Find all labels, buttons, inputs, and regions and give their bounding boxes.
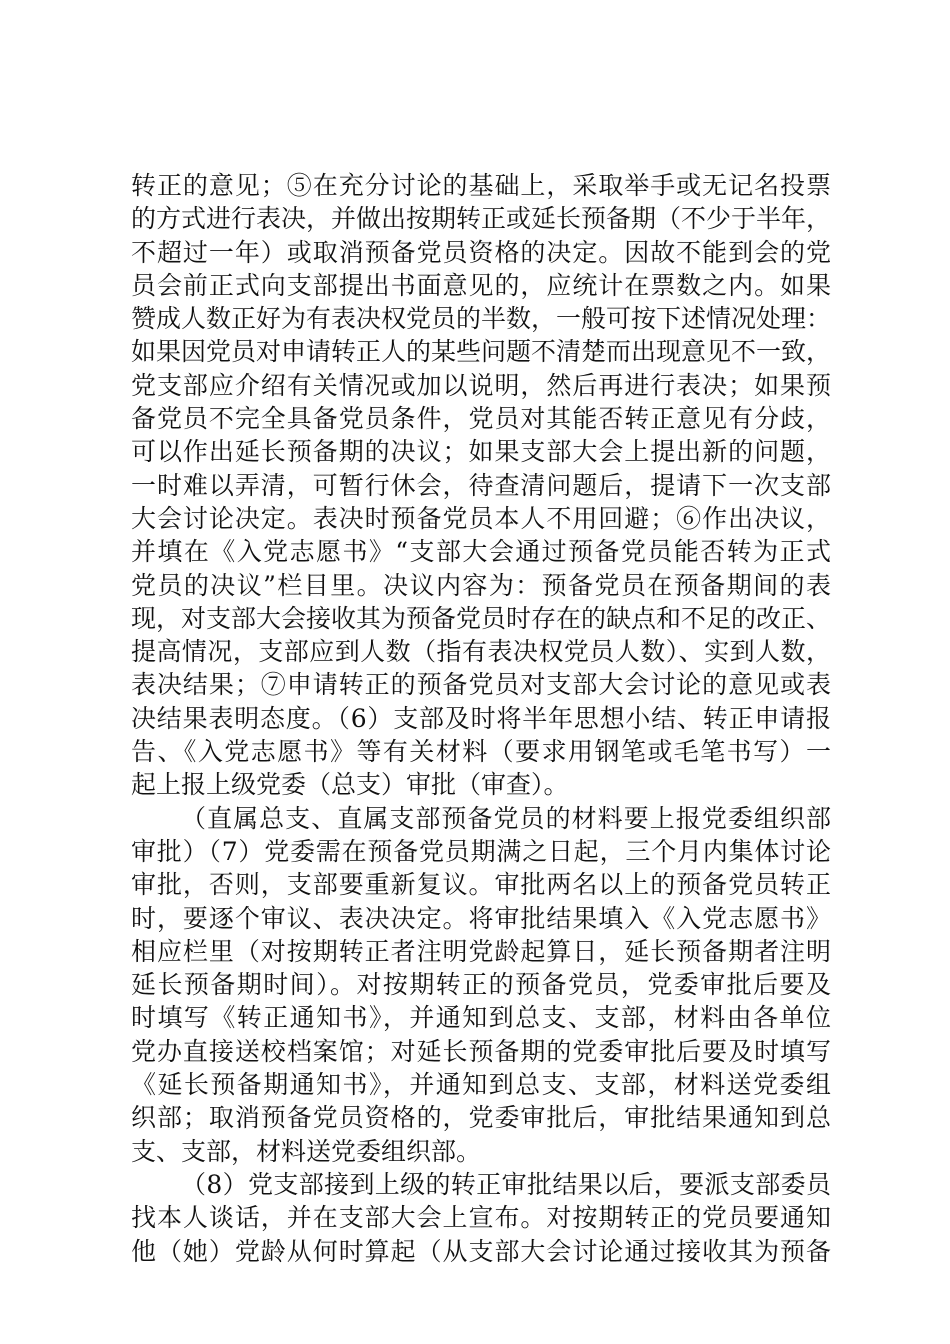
text-line: 审批，否则，支部要重新复议。审批两名以上的预备党员转正	[131, 870, 831, 900]
text-line: 备党员不完全具备党员条件，党员对其能否转正意见有分歧，	[131, 404, 831, 434]
text-line: 他（她）党龄从何时算起（从支部大会讨论通过接收其为预备	[131, 1236, 831, 1266]
text-line: 并填在《入党志愿书》“支部大会通过预备党员能否转为正式	[131, 537, 831, 567]
text-line: 延长预备期时间）。对按期转正的预备党员，党委审批后要及	[131, 970, 831, 1000]
text-line: 转正的意见；⑤在充分讨论的基础上，采取举手或无记名投票	[131, 171, 831, 200]
text-line: 《延长预备期通知书》，并通知到总支、支部，材料送党委组	[131, 1070, 831, 1100]
text-line: 现，对支部大会接收其为预备党员时存在的缺点和不足的改正、	[131, 603, 832, 633]
text-line: 员会前正式向支部提出书面意见的，应统计在票数之内。如果	[131, 270, 831, 300]
text-line: 表决结果；⑦申请转正的预备党员对支部大会讨论的意见或表	[131, 670, 831, 700]
text-line: 一时难以弄清，可暂行休会，待查清问题后，提请下一次支部	[131, 470, 831, 500]
text-line: 党办直接送校档案馆；对延长预备期的党委审批后要及时填写	[131, 1036, 831, 1066]
text-line: 可以作出延长预备期的决议；如果支部大会上提出新的问题，	[131, 437, 831, 467]
document-body	[131, 169, 831, 1268]
text-line: 决结果表明态度。（6）支部及时将半年思想小结、转正申请报	[131, 703, 831, 733]
text-line: 大会讨论决定。表决时预备党员本人不用回避；⑥作出决议，	[131, 503, 831, 533]
text-line: 审批）（7）党委需在预备党员期满之日起，三个月内集体讨论	[131, 836, 831, 866]
text-line: 党员的决议”栏目里。决议内容为：预备党员在预备期间的表	[131, 570, 831, 600]
text-line: 相应栏里（对按期转正者注明党龄起算日，延长预备期者注明	[131, 936, 831, 966]
text-line: 如果因党员对申请转正人的某些问题不清楚而出现意见不一致，	[131, 337, 832, 367]
text-line: 时填写《转正通知书》，并通知到总支、支部，材料由各单位	[131, 1003, 831, 1033]
text-line: 党支部应介绍有关情况或加以说明，然后再进行表决；如果预	[131, 370, 831, 400]
text-line: 支、支部，材料送党委组织部。	[131, 1136, 482, 1166]
text-line: 时，要逐个审议、表决决定。将审批结果填入《入党志愿书》	[131, 903, 831, 933]
text-line: （8）党支部接到上级的转正审批结果以后，要派支部委员	[181, 1169, 831, 1199]
text-line: 赞成人数正好为有表决权党员的半数，一般可按下述情况处理：	[131, 304, 832, 334]
text-line: 的方式进行表决，并做出按期转正或延长预备期（不少于半年，	[131, 204, 832, 234]
text-line: 找本人谈话，并在支部大会上宣布。对按期转正的党员要通知	[131, 1203, 831, 1233]
text-line: 告、《入党志愿书》等有关材料（要求用钢笔或毛笔书写）一	[131, 737, 831, 767]
text-line: 起上报上级党委（总支）审批（审查）。	[131, 770, 569, 800]
text-line: （直属总支、直属支部预备党员的材料要上报党委组织部	[181, 803, 831, 833]
text-line: 提高情况，支部应到人数（指有表决权党员人数）、实到人数，	[131, 637, 831, 667]
text-line: 织部；取消预备党员资格的，党委审批后，审批结果通知到总	[131, 1103, 831, 1133]
text-line: 不超过一年）或取消预备党员资格的决定。因故不能到会的党	[131, 237, 831, 267]
